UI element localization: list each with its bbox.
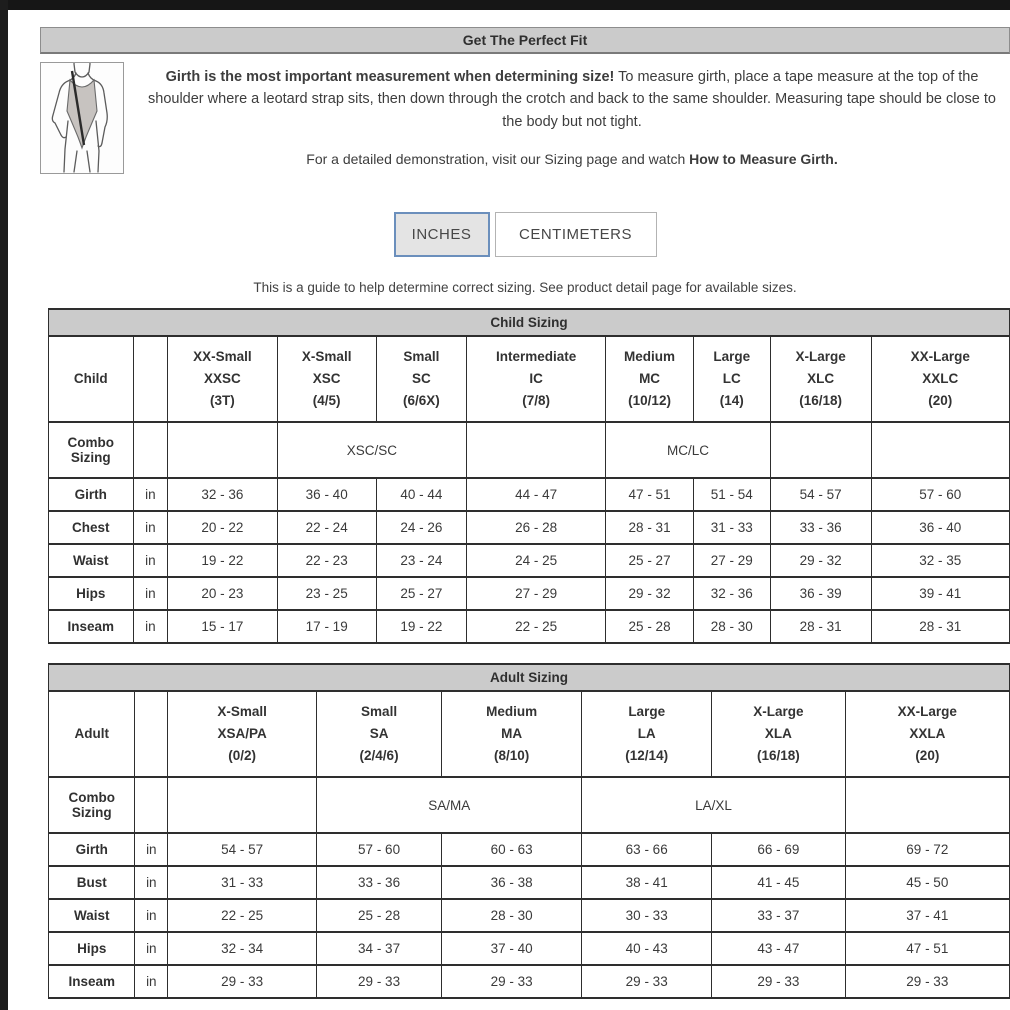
measurement-value-cell: 15 - 17 <box>168 610 278 643</box>
combo-empty-cell <box>467 422 606 478</box>
measurement-label: Chest <box>49 511 134 544</box>
measurement-value-cell: 36 - 39 <box>770 577 871 610</box>
table-title: Child Sizing <box>49 309 1010 336</box>
unit-toggle <box>40 212 1010 257</box>
measurement-value-cell: 34 - 37 <box>317 932 442 965</box>
measurement-value-cell: 40 - 44 <box>376 478 466 511</box>
unit-cell: in <box>135 932 168 965</box>
table-title: Adult Sizing <box>49 664 1010 691</box>
unit-column-header <box>133 336 168 422</box>
measurement-value-cell: 66 - 69 <box>712 833 846 866</box>
measurement-value-cell: 63 - 66 <box>582 833 712 866</box>
unit-cell: in <box>133 610 168 643</box>
unit-cell: in <box>135 866 168 899</box>
window-left-edge <box>0 0 8 1010</box>
measurement-value-cell: 57 - 60 <box>871 478 1009 511</box>
measurement-value-cell: 27 - 29 <box>467 577 606 610</box>
measurement-value-cell: 29 - 33 <box>845 965 1009 998</box>
measurement-value-cell: 38 - 41 <box>582 866 712 899</box>
measurement-value-cell: 27 - 29 <box>693 544 770 577</box>
measurement-value-cell: 36 - 40 <box>277 478 376 511</box>
measurement-value-cell: 24 - 26 <box>376 511 466 544</box>
measurement-value-cell: 29 - 33 <box>582 965 712 998</box>
girth-instructions-lead: Girth is the most important measurement when determining size! <box>165 69 615 85</box>
unit-cell: in <box>135 899 168 932</box>
measurement-value-cell: 32 - 36 <box>693 577 770 610</box>
size-column-header: X-Large XLA (16/18) <box>712 691 846 777</box>
measurement-value-cell: 33 - 36 <box>770 511 871 544</box>
measurement-value-cell: 51 - 54 <box>693 478 770 511</box>
measurement-label: Inseam <box>49 610 134 643</box>
measurement-value-cell: 29 - 33 <box>442 965 582 998</box>
combo-size-cell: XSC/SC <box>277 422 466 478</box>
combo-unit-cell <box>133 422 168 478</box>
size-column-header: X-Small XSA/PA (0/2) <box>168 691 317 777</box>
combo-empty-cell <box>770 422 871 478</box>
measurement-value-cell: 43 - 47 <box>712 932 846 965</box>
measurement-value-cell: 25 - 27 <box>606 544 693 577</box>
measurement-value-cell: 28 - 30 <box>442 899 582 932</box>
unit-cell: in <box>133 544 168 577</box>
girth-instructions <box>136 66 1008 133</box>
unit-cell: in <box>133 577 168 610</box>
combo-size-cell: SA/MA <box>317 777 582 833</box>
measurement-value-cell: 36 - 40 <box>871 511 1009 544</box>
measurement-value-cell: 30 - 33 <box>582 899 712 932</box>
sizing-guide-note: This is a guide to help determine correct sizing. See product detail page for available sizes. <box>253 280 797 295</box>
page-title-bar <box>40 27 1010 54</box>
intro-paragraph <box>124 62 1010 174</box>
unit-cell: in <box>133 478 168 511</box>
size-column-header: Intermediate IC (7/8) <box>467 336 606 422</box>
combo-size-cell: MC/LC <box>606 422 770 478</box>
size-column-header: X-Small XSC (4/5) <box>277 336 376 422</box>
measurement-label: Bust <box>49 866 135 899</box>
measurement-value-cell: 33 - 37 <box>712 899 846 932</box>
child-sizing-table <box>48 308 1010 644</box>
measurement-value-cell: 32 - 36 <box>168 478 278 511</box>
measurement-value-cell: 20 - 22 <box>168 511 278 544</box>
measurement-value-cell: 54 - 57 <box>770 478 871 511</box>
combo-size-cell: LA/XL <box>582 777 845 833</box>
size-column-header: Large LA (12/14) <box>582 691 712 777</box>
measurement-value-cell: 29 - 33 <box>317 965 442 998</box>
centimeters-button[interactable]: CENTIMETERS <box>495 212 657 257</box>
table-row-header: Child <box>49 336 134 422</box>
measurement-value-cell: 32 - 34 <box>168 932 317 965</box>
measurement-value-cell: 45 - 50 <box>845 866 1009 899</box>
measurement-label: Inseam <box>49 965 135 998</box>
size-column-header: Medium MA (8/10) <box>442 691 582 777</box>
measurement-label: Girth <box>49 833 135 866</box>
measurement-label: Hips <box>49 932 135 965</box>
combo-empty-cell <box>845 777 1009 833</box>
size-column-header: X-Large XLC (16/18) <box>770 336 871 422</box>
measurement-value-cell: 32 - 35 <box>871 544 1009 577</box>
window-top-edge <box>0 0 1010 10</box>
measurement-value-cell: 29 - 33 <box>712 965 846 998</box>
girth-instructions-body: To measure girth, place a tape measure at the top of the shoulder where a leotard strap sits, then down through the crotch and back to the same shoulder. Measuring tape should be close to the body but not tight. <box>148 69 996 130</box>
measurement-value-cell: 23 - 24 <box>376 544 466 577</box>
measurement-label: Hips <box>49 577 134 610</box>
size-column-header: Medium MC (10/12) <box>606 336 693 422</box>
measurement-value-cell: 24 - 25 <box>467 544 606 577</box>
combo-sizing-label: Combo Sizing <box>49 777 135 833</box>
measurement-value-cell: 22 - 25 <box>467 610 606 643</box>
measurement-value-cell: 31 - 33 <box>693 511 770 544</box>
measurement-value-cell: 22 - 25 <box>168 899 317 932</box>
combo-empty-cell <box>168 422 278 478</box>
measurement-value-cell: 22 - 24 <box>277 511 376 544</box>
size-column-header: Small SA (2/4/6) <box>317 691 442 777</box>
measurement-value-cell: 20 - 23 <box>168 577 278 610</box>
measurement-value-cell: 19 - 22 <box>376 610 466 643</box>
measurement-value-cell: 29 - 32 <box>770 544 871 577</box>
measurement-value-cell: 44 - 47 <box>467 478 606 511</box>
measurement-value-cell: 47 - 51 <box>845 932 1009 965</box>
page-content <box>40 27 1010 999</box>
unit-cell: in <box>135 833 168 866</box>
girth-illustration <box>40 62 124 174</box>
unit-column-header <box>135 691 168 777</box>
size-column-header: XX-Large XXLC (20) <box>871 336 1009 422</box>
page-title: Get The Perfect Fit <box>462 32 588 48</box>
leotard-figure-icon <box>41 63 123 173</box>
combo-empty-cell <box>871 422 1009 478</box>
inches-button[interactable]: INCHES <box>394 212 490 257</box>
demo-line-bold: How to Measure Girth. <box>689 151 838 168</box>
measurement-value-cell: 17 - 19 <box>277 610 376 643</box>
measurement-value-cell: 25 - 27 <box>376 577 466 610</box>
measurement-value-cell: 69 - 72 <box>845 833 1009 866</box>
measurement-value-cell: 29 - 33 <box>168 965 317 998</box>
measurement-value-cell: 54 - 57 <box>168 833 317 866</box>
measurement-value-cell: 28 - 31 <box>871 610 1009 643</box>
measurement-value-cell: 41 - 45 <box>712 866 846 899</box>
measurement-value-cell: 28 - 30 <box>693 610 770 643</box>
measurement-value-cell: 57 - 60 <box>317 833 442 866</box>
measurement-value-cell: 25 - 28 <box>317 899 442 932</box>
measurement-value-cell: 33 - 36 <box>317 866 442 899</box>
intro-section <box>40 62 1010 174</box>
size-column-header: Small SC (6/6X) <box>376 336 466 422</box>
measurement-label: Waist <box>49 544 134 577</box>
measurement-label: Girth <box>49 478 134 511</box>
combo-unit-cell <box>135 777 168 833</box>
measurement-value-cell: 23 - 25 <box>277 577 376 610</box>
measurement-value-cell: 39 - 41 <box>871 577 1009 610</box>
measurement-value-cell: 40 - 43 <box>582 932 712 965</box>
measurement-value-cell: 26 - 28 <box>467 511 606 544</box>
table-row-header: Adult <box>49 691 135 777</box>
measurement-value-cell: 37 - 40 <box>442 932 582 965</box>
size-column-header: XX-Large XXLA (20) <box>845 691 1009 777</box>
unit-cell: in <box>133 511 168 544</box>
size-column-header: XX-Small XXSC (3T) <box>168 336 278 422</box>
measurement-value-cell: 37 - 41 <box>845 899 1009 932</box>
demo-line <box>136 149 1008 171</box>
measurement-value-cell: 28 - 31 <box>770 610 871 643</box>
combo-empty-cell <box>168 777 317 833</box>
adult-sizing-table <box>48 663 1010 999</box>
measurement-value-cell: 60 - 63 <box>442 833 582 866</box>
measurement-value-cell: 29 - 32 <box>606 577 693 610</box>
unit-cell: in <box>135 965 168 998</box>
measurement-value-cell: 22 - 23 <box>277 544 376 577</box>
demo-line-prefix: For a detailed demonstration, visit our Sizing page and watch <box>306 151 690 168</box>
combo-sizing-label: Combo Sizing <box>49 422 134 478</box>
size-column-header: Large LC (14) <box>693 336 770 422</box>
measurement-value-cell: 31 - 33 <box>168 866 317 899</box>
measurement-label: Waist <box>49 899 135 932</box>
measurement-value-cell: 36 - 38 <box>442 866 582 899</box>
measurement-value-cell: 28 - 31 <box>606 511 693 544</box>
measurement-value-cell: 47 - 51 <box>606 478 693 511</box>
measurement-value-cell: 25 - 28 <box>606 610 693 643</box>
measurement-value-cell: 19 - 22 <box>168 544 278 577</box>
